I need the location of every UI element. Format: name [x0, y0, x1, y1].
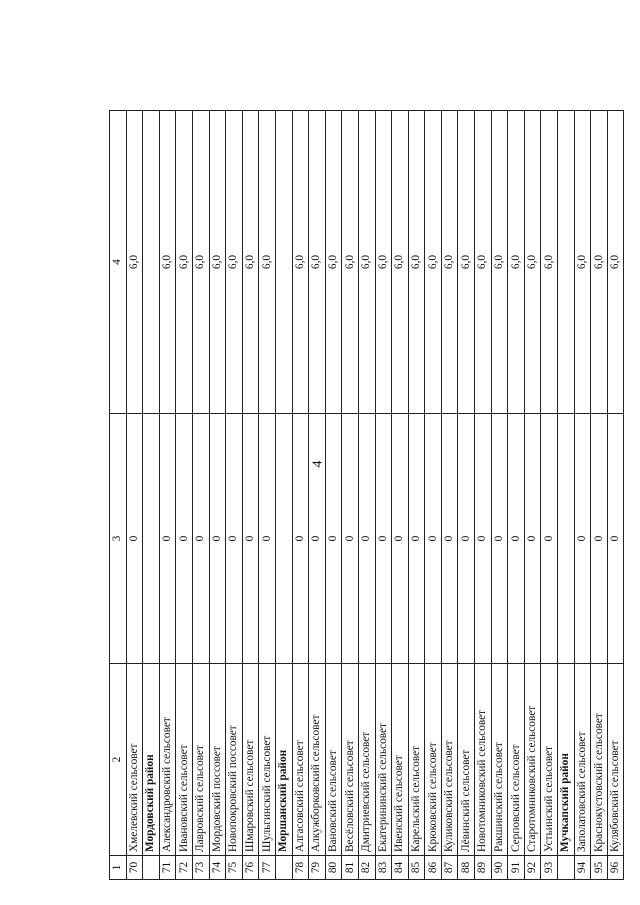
row-number: 91	[508, 856, 525, 880]
row-number: 77	[259, 856, 276, 880]
row-col3-value: 0	[159, 414, 176, 664]
header-row	[110, 111, 127, 880]
district-header-row	[275, 111, 292, 880]
row-col3-value: 0	[524, 414, 541, 664]
row-col4-value: 6,0	[259, 111, 276, 414]
row-number: 86	[425, 856, 442, 880]
page-number: 4	[310, 460, 326, 468]
row-col3-value: 0	[491, 414, 508, 664]
row-name: Новопокровский поссовет	[226, 664, 243, 856]
table-row	[192, 111, 209, 880]
row-name: Мордовский район	[143, 664, 160, 856]
row-number: 70	[126, 856, 143, 880]
table-row	[591, 111, 608, 880]
row-col4-value	[143, 111, 160, 414]
row-col4-value: 6,0	[192, 111, 209, 414]
row-col3-value: 0	[292, 414, 309, 664]
row-name: Заполатовский сельсовет	[574, 664, 591, 856]
table-row	[292, 111, 309, 880]
table-row	[475, 111, 492, 880]
row-number: 85	[408, 856, 425, 880]
row-col4-value: 6,0	[325, 111, 342, 414]
row-number: 89	[475, 856, 492, 880]
row-number: 95	[591, 856, 608, 880]
table-row	[425, 111, 442, 880]
row-col4-value: 6,0	[408, 111, 425, 414]
row-col4-value	[275, 111, 292, 414]
row-col4-value: 6,0	[242, 111, 259, 414]
row-name: Мордовский поссовет	[209, 664, 226, 856]
table-row	[441, 111, 458, 880]
table-row	[259, 111, 276, 880]
row-name: Весёловский сельсовет	[342, 664, 359, 856]
row-name: Екатерининский сельсовет	[375, 664, 392, 856]
row-col3-value: 0	[192, 414, 209, 664]
row-number: 96	[607, 856, 624, 880]
row-col4-value: 6,0	[292, 111, 309, 414]
table-row	[159, 111, 176, 880]
row-name: Алкужборковский сельсовет	[309, 664, 326, 856]
row-name: Дмитриевский сельсовет	[358, 664, 375, 856]
table-row	[607, 111, 624, 880]
table-row	[524, 111, 541, 880]
rotated-table-wrapper	[109, 111, 622, 880]
row-col3-value: 0	[342, 414, 359, 664]
row-number: 82	[358, 856, 375, 880]
row-number: 76	[242, 856, 259, 880]
row-name: Куликовский сельсовет	[441, 664, 458, 856]
row-number: 90	[491, 856, 508, 880]
row-number: 93	[541, 856, 558, 880]
row-name: Ивановский сельсовет	[176, 664, 193, 856]
row-col3-value: 0	[325, 414, 342, 664]
row-name: Шмаровский сельсовет	[242, 664, 259, 856]
row-col3-value: 0	[126, 414, 143, 664]
row-col3-value: 0	[375, 414, 392, 664]
table-row	[541, 111, 558, 880]
row-number: 92	[524, 856, 541, 880]
row-number: 71	[159, 856, 176, 880]
row-col3-value: 0	[176, 414, 193, 664]
row-col4-value: 6,0	[392, 111, 409, 414]
table-row	[408, 111, 425, 880]
district-header-row	[143, 111, 160, 880]
table-row	[392, 111, 409, 880]
row-col3-value: 0	[226, 414, 243, 664]
row-number: 94	[574, 856, 591, 880]
row-col4-value: 6,0	[226, 111, 243, 414]
row-number: 72	[176, 856, 193, 880]
row-number: 83	[375, 856, 392, 880]
row-name: Вановский сельсовет	[325, 664, 342, 856]
row-number: 88	[458, 856, 475, 880]
row-name: Шульгинский сельсовет	[259, 664, 276, 856]
header-cell-3: 3	[110, 414, 127, 664]
row-col4-value: 6,0	[425, 111, 442, 414]
row-col3-value: 0	[607, 414, 624, 664]
row-number: 75	[226, 856, 243, 880]
row-col4-value: 6,0	[342, 111, 359, 414]
row-name: Лавровский сельсовет	[192, 664, 209, 856]
header-cell-4: 4	[110, 111, 127, 414]
row-col3-value: 0	[392, 414, 409, 664]
row-col3-value: 0	[458, 414, 475, 664]
row-name: Алгасовский сельсовет	[292, 664, 309, 856]
table-row	[342, 111, 359, 880]
table-row	[325, 111, 342, 880]
row-name: Кулябовский сельсовет	[607, 664, 624, 856]
row-col3-value	[143, 414, 160, 664]
row-col3-value: 0	[358, 414, 375, 664]
row-number: 87	[441, 856, 458, 880]
row-name: Старотомниковский сельсовет	[524, 664, 541, 856]
row-number: 80	[325, 856, 342, 880]
row-number	[558, 856, 575, 880]
table-row	[375, 111, 392, 880]
row-name: Лёвинский сельсовет	[458, 664, 475, 856]
row-number: 73	[192, 856, 209, 880]
row-col4-value: 6,0	[126, 111, 143, 414]
row-name: Устьинский сельсовет	[541, 664, 558, 856]
row-col3-value: 0	[574, 414, 591, 664]
row-name: Ивенский сельсовет	[392, 664, 409, 856]
row-col4-value: 6,0	[541, 111, 558, 414]
row-name: Краснокустовский сельсовет	[591, 664, 608, 856]
row-col3-value: 0	[441, 414, 458, 664]
row-col4-value: 6,0	[358, 111, 375, 414]
row-name: Моршанский район	[275, 664, 292, 856]
row-number: 78	[292, 856, 309, 880]
data-table	[109, 110, 624, 880]
header-cell-1: 1	[110, 856, 127, 880]
row-col3-value	[558, 414, 575, 664]
row-name: Серповский сельсовет	[508, 664, 525, 856]
district-header-row	[558, 111, 575, 880]
row-name: Александровский сельсовет	[159, 664, 176, 856]
row-number	[275, 856, 292, 880]
row-number: 79	[309, 856, 326, 880]
row-col3-value: 0	[309, 414, 326, 664]
row-col3-value: 0	[259, 414, 276, 664]
row-col4-value: 6,0	[176, 111, 193, 414]
row-col3-value: 0	[425, 414, 442, 664]
row-col3-value: 0	[475, 414, 492, 664]
table-row	[358, 111, 375, 880]
row-col4-value: 6,0	[574, 111, 591, 414]
row-col4-value	[558, 111, 575, 414]
row-name: Ракшинский сельсовет	[491, 664, 508, 856]
row-col4-value: 6,0	[591, 111, 608, 414]
row-col4-value: 6,0	[375, 111, 392, 414]
row-col3-value	[275, 414, 292, 664]
row-col3-value: 0	[209, 414, 226, 664]
row-col4-value: 6,0	[209, 111, 226, 414]
row-name: Карельский сельсовет	[408, 664, 425, 856]
row-col4-value: 6,0	[491, 111, 508, 414]
row-number: 81	[342, 856, 359, 880]
row-col3-value: 0	[508, 414, 525, 664]
table-row	[126, 111, 143, 880]
table-row	[508, 111, 525, 880]
row-name: Новотомниковский сельсовет	[475, 664, 492, 856]
row-col4-value: 6,0	[524, 111, 541, 414]
row-col3-value: 0	[541, 414, 558, 664]
table-row	[309, 111, 326, 880]
table-row	[176, 111, 193, 880]
row-col4-value: 6,0	[159, 111, 176, 414]
row-name: Мучкапский район	[558, 664, 575, 856]
row-col3-value: 0	[408, 414, 425, 664]
row-col4-value: 6,0	[458, 111, 475, 414]
table-sheet	[109, 111, 622, 880]
row-name: Крюковский сельсовет	[425, 664, 442, 856]
row-col4-value: 6,0	[475, 111, 492, 414]
row-col4-value: 6,0	[508, 111, 525, 414]
row-number	[143, 856, 160, 880]
table-row	[574, 111, 591, 880]
row-col4-value: 6,0	[607, 111, 624, 414]
table-row	[242, 111, 259, 880]
row-col3-value: 0	[591, 414, 608, 664]
row-col4-value: 6,0	[309, 111, 326, 414]
row-number: 84	[392, 856, 409, 880]
row-col3-value: 0	[242, 414, 259, 664]
row-col4-value: 6,0	[441, 111, 458, 414]
header-cell-2: 2	[110, 664, 127, 856]
table-row	[209, 111, 226, 880]
row-name: Хмелевский сельсовет	[126, 664, 143, 856]
table-row	[226, 111, 243, 880]
table-row	[491, 111, 508, 880]
row-number: 74	[209, 856, 226, 880]
table-row	[458, 111, 475, 880]
